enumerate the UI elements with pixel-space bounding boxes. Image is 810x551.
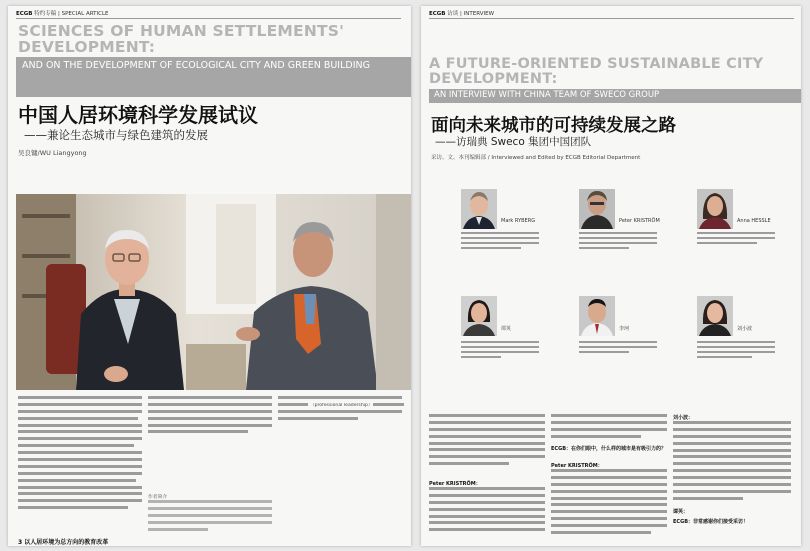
left-section-heading-3: 3 以人居环境为总方向的教育改革 bbox=[18, 539, 109, 546]
answer-speaker-2: Peter KRISTRÖM： bbox=[551, 463, 603, 469]
portrait-tan-ying bbox=[461, 296, 497, 336]
left-title-line-2: DEVELOPMENT: bbox=[18, 38, 156, 56]
left-section-en: SPECIAL ARTICLE bbox=[61, 11, 109, 17]
name-peter-kristrom: Peter KRISTRÖM bbox=[619, 218, 660, 224]
right-body-column-1-answer bbox=[429, 487, 547, 542]
left-running-head: ECGB 特约专稿 | SPECIAL ARTICLE bbox=[16, 9, 109, 17]
left-title-line-1: SCIENCES OF HUMAN SETTLEMENTS' bbox=[18, 22, 345, 40]
interview-photo-image bbox=[16, 194, 411, 390]
right-magazine-page bbox=[421, 6, 801, 546]
left-author-bio-text bbox=[148, 500, 274, 540]
right-body-column-3 bbox=[673, 421, 793, 503]
right-cn-subtitle: ——访瑞典 Sweco 集团中国团队 bbox=[435, 136, 592, 148]
right-title-line-1: A FUTURE-ORIENTED SUSTAINABLE CITY bbox=[429, 56, 764, 72]
right-running-head: ECGB 访谈 | INTERVIEW bbox=[429, 9, 494, 17]
right-section-en: INTERVIEW bbox=[463, 11, 495, 17]
left-head-rule bbox=[16, 18, 401, 19]
left-author: 吴良镛/WU Liangyong bbox=[18, 149, 87, 157]
answer-speaker-3: 谭英： bbox=[673, 509, 689, 515]
left-author-bio-label: 作者简介 bbox=[148, 495, 168, 500]
name-tan-ying: 谭英 bbox=[501, 326, 512, 332]
left-cn-subtitle: ——兼论生态城市与绿色建筑的发展 bbox=[24, 128, 208, 142]
left-body-column-2 bbox=[148, 396, 274, 446]
bio-mark-ryberg bbox=[461, 231, 541, 251]
name-liu-xiaobo: 刘小波 bbox=[737, 326, 753, 332]
interview-photo bbox=[16, 194, 411, 390]
right-cn-title: 面向未来城市的可持续发展之路 bbox=[431, 116, 676, 136]
right-subtitle-bar: AN INTERVIEW WITH CHINA TEAM OF SWECO GROUP bbox=[429, 89, 801, 103]
professional-leadership-note: （professional leadership） bbox=[310, 402, 373, 408]
name-anna-hessle: Anna HESSLE bbox=[737, 218, 771, 224]
left-body-column-1 bbox=[18, 396, 144, 534]
right-credit-line: 采访、文、本刊编辑部 / Interviewed and Edited by ECGB Editorial Department bbox=[431, 155, 641, 161]
name-li-ke: 李珂 bbox=[619, 326, 630, 332]
bio-liu-xiaobo bbox=[697, 340, 777, 360]
question-1: ECGB：在你们眼中，什么样的城市是有吸引力的？ bbox=[551, 446, 667, 452]
right-title-line-2: DEVELOPMENT: bbox=[429, 71, 558, 87]
bio-peter-kristrom bbox=[579, 231, 659, 251]
right-section-cn: 访谈 bbox=[447, 11, 459, 17]
bio-tan-ying bbox=[461, 340, 541, 360]
portrait-liu-xiaobo bbox=[697, 296, 733, 336]
left-magazine-page bbox=[8, 6, 411, 546]
left-section-cn: 特约专稿 bbox=[34, 11, 57, 17]
right-body-column-1-intro bbox=[429, 414, 547, 482]
right-brand: ECGB bbox=[429, 11, 446, 17]
bio-li-ke bbox=[579, 340, 659, 355]
answer-speaker-4: 刘小波： bbox=[673, 415, 694, 421]
left-brand: ECGB bbox=[16, 11, 33, 17]
bio-anna-hessle bbox=[697, 231, 777, 246]
left-cn-title: 中国人居环境科学发展试议 bbox=[18, 103, 258, 127]
portrait-peter-kristrom bbox=[579, 189, 615, 229]
portrait-mark-ryberg bbox=[461, 189, 497, 229]
right-body-column-2-top bbox=[551, 414, 669, 442]
left-body-column-3 bbox=[278, 396, 404, 424]
portrait-li-ke bbox=[579, 296, 615, 336]
right-body-column-2-answer bbox=[551, 469, 669, 541]
right-head-rule bbox=[429, 18, 794, 19]
left-subtitle-bar: AND ON THE DEVELOPMENT OF ECOLOGICAL CITY AND GREEN BUILDING bbox=[16, 57, 411, 97]
portrait-anna-hessle bbox=[697, 189, 733, 229]
answer-speaker-1: Peter KRISTRÖM： bbox=[429, 481, 481, 487]
closing-thanks: ECGB：非常感谢你们接受采访！ bbox=[673, 519, 749, 525]
name-mark-ryberg: Mark RYBERG bbox=[501, 218, 536, 224]
